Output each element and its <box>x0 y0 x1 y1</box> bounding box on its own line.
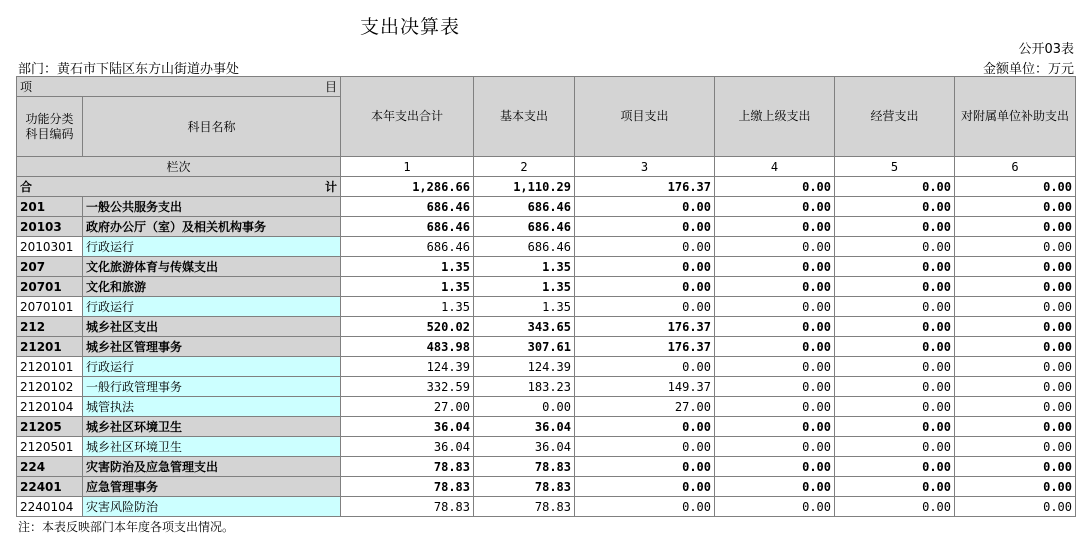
item-left-label: 项 <box>20 80 33 94</box>
table-row <box>17 257 1076 277</box>
amount-cell: 686.46 <box>474 237 575 257</box>
amount-cell: 0.00 <box>955 397 1076 417</box>
amount-cell: 0.00 <box>575 277 715 297</box>
amount-cell: 0.00 <box>955 437 1076 457</box>
amount-cell: 0.00 <box>835 277 955 297</box>
table-row <box>17 217 1076 237</box>
amount-cell: 0.00 <box>715 197 835 217</box>
item-right-label: 目 <box>324 80 337 94</box>
header-row-item <box>17 77 1076 97</box>
amount-cell: 0.00 <box>474 397 575 417</box>
amount-cell: 0.00 <box>955 237 1076 257</box>
amount-cell: 78.83 <box>341 477 474 497</box>
amount-cell: 0.00 <box>715 237 835 257</box>
amount-cell: 520.02 <box>341 317 474 337</box>
amount-cell: 0.00 <box>955 337 1076 357</box>
expenditure-table <box>16 76 1076 517</box>
amount-cell: 78.83 <box>341 457 474 477</box>
amount-cell: 1.35 <box>474 297 575 317</box>
amount-cell: 0.00 <box>575 357 715 377</box>
func-code-cell: 201 <box>17 197 83 217</box>
amount-cell: 0.00 <box>835 477 955 497</box>
amount-cell: 686.46 <box>341 197 474 217</box>
total-row <box>17 177 1076 197</box>
amount-cell: 0.00 <box>955 217 1076 237</box>
func-code-cell: 212 <box>17 317 83 337</box>
func-code-cell: 2120104 <box>17 397 83 417</box>
amount-cell: 686.46 <box>341 237 474 257</box>
amount-cell: 0.00 <box>955 417 1076 437</box>
amount-cell: 78.83 <box>474 457 575 477</box>
amount-cell: 0.00 <box>835 437 955 457</box>
col-number: 6 <box>955 157 1076 177</box>
amount-cell: 0.00 <box>835 417 955 437</box>
table-row <box>17 457 1076 477</box>
amount-cell: 0.00 <box>955 357 1076 377</box>
amount-cell: 0.00 <box>575 297 715 317</box>
func-code-cell: 20701 <box>17 277 83 297</box>
amount-unit-label: 金额单位：万元 <box>982 62 1074 77</box>
amount-cell: 0.00 <box>835 357 955 377</box>
amount-cell: 27.00 <box>341 397 474 417</box>
column-header: 上缴上级支出 <box>715 77 835 157</box>
amount-cell: 27.00 <box>575 397 715 417</box>
amount-cell: 686.46 <box>474 197 575 217</box>
func-code-cell: 21205 <box>17 417 83 437</box>
table-row <box>17 417 1076 437</box>
amount-cell: 176.37 <box>575 317 715 337</box>
amount-cell: 686.46 <box>341 217 474 237</box>
func-code-cell: 21201 <box>17 337 83 357</box>
column-header: 基本支出 <box>474 77 575 157</box>
col-number: 5 <box>835 157 955 177</box>
amount-cell: 0.00 <box>835 217 955 237</box>
func-code-cell: 2120101 <box>17 357 83 377</box>
table-row <box>17 317 1076 337</box>
amount-cell: 36.04 <box>341 437 474 457</box>
amount-cell: 0.00 <box>715 497 835 517</box>
func-code-cell: 207 <box>17 257 83 277</box>
subject-name-cell: 城管执法 <box>83 397 341 417</box>
func-code-header: 功能分类科目编码 <box>17 97 83 157</box>
amount-cell: 0.00 <box>715 437 835 457</box>
amount-cell: 1.35 <box>474 277 575 297</box>
amount-cell: 0.00 <box>715 257 835 277</box>
subject-name-cell: 城乡社区支出 <box>83 317 341 337</box>
amount-cell: 149.37 <box>575 377 715 397</box>
amount-cell: 0.00 <box>575 217 715 237</box>
func-code-cell: 224 <box>17 457 83 477</box>
total-value: 0.00 <box>715 177 835 197</box>
amount-cell: 332.59 <box>341 377 474 397</box>
amount-cell: 0.00 <box>715 317 835 337</box>
amount-cell: 0.00 <box>835 317 955 337</box>
table-row <box>17 437 1076 457</box>
amount-cell: 0.00 <box>835 337 955 357</box>
subject-name-header: 科目名称 <box>83 97 341 157</box>
page-title: 支出决算表 <box>359 16 460 38</box>
func-code-cell: 20103 <box>17 217 83 237</box>
amount-cell: 124.39 <box>341 357 474 377</box>
col-number-label: 栏次 <box>17 157 341 177</box>
amount-cell: 307.61 <box>474 337 575 357</box>
amount-cell: 0.00 <box>955 197 1076 217</box>
table-row <box>17 377 1076 397</box>
col-number: 4 <box>715 157 835 177</box>
amount-cell: 0.00 <box>955 297 1076 317</box>
amount-cell: 0.00 <box>715 377 835 397</box>
column-header: 对附属单位补助支出 <box>955 77 1076 157</box>
table-row <box>17 357 1076 377</box>
amount-cell: 0.00 <box>575 237 715 257</box>
amount-cell: 0.00 <box>835 457 955 477</box>
amount-cell: 0.00 <box>575 437 715 457</box>
subject-name-cell: 行政运行 <box>83 357 341 377</box>
subject-name-cell: 一般公共服务支出 <box>83 197 341 217</box>
col-number: 1 <box>341 157 474 177</box>
subject-name-cell: 政府办公厅（室）及相关机构事务 <box>83 217 341 237</box>
amount-cell: 0.00 <box>575 477 715 497</box>
total-value: 0.00 <box>835 177 955 197</box>
amount-cell: 78.83 <box>474 477 575 497</box>
table-row <box>17 197 1076 217</box>
total-value: 0.00 <box>955 177 1076 197</box>
subject-name-cell: 灾害风险防治 <box>83 497 341 517</box>
func-code-cell: 2120501 <box>17 437 83 457</box>
amount-cell: 78.83 <box>474 497 575 517</box>
footnote: 注：本表反映部门本年度各项支出情况。 <box>18 520 235 534</box>
total-label-left: 合 <box>20 180 33 194</box>
table-row <box>17 497 1076 517</box>
table-row <box>17 397 1076 417</box>
table-row <box>17 277 1076 297</box>
amount-cell: 0.00 <box>955 277 1076 297</box>
subject-name-cell: 一般行政管理事务 <box>83 377 341 397</box>
amount-cell: 0.00 <box>715 457 835 477</box>
amount-cell: 0.00 <box>955 477 1076 497</box>
func-code-cell: 22401 <box>17 477 83 497</box>
column-header: 经营支出 <box>835 77 955 157</box>
table-row <box>17 237 1076 257</box>
amount-cell: 0.00 <box>955 257 1076 277</box>
subject-name-cell: 城乡社区环境卫生 <box>83 417 341 437</box>
subject-name-cell: 行政运行 <box>83 237 341 257</box>
func-code-cell: 2120102 <box>17 377 83 397</box>
amount-cell: 343.65 <box>474 317 575 337</box>
amount-cell: 36.04 <box>341 417 474 437</box>
amount-cell: 0.00 <box>835 397 955 417</box>
item-header-cell <box>17 77 341 97</box>
total-value: 176.37 <box>575 177 715 197</box>
amount-cell: 1.35 <box>341 297 474 317</box>
amount-cell: 1.35 <box>341 257 474 277</box>
subject-name-cell: 应急管理事务 <box>83 477 341 497</box>
amount-cell: 0.00 <box>955 377 1076 397</box>
func-code-cell: 2070101 <box>17 297 83 317</box>
department-label: 部门：黄石市下陆区东方山街道办事处 <box>18 62 240 77</box>
column-header: 本年支出合计 <box>341 77 474 157</box>
amount-cell: 0.00 <box>835 257 955 277</box>
func-code-cell: 2010301 <box>17 237 83 257</box>
amount-cell: 183.23 <box>474 377 575 397</box>
amount-cell: 0.00 <box>835 497 955 517</box>
func-code-cell: 2240104 <box>17 497 83 517</box>
amount-cell: 176.37 <box>575 337 715 357</box>
amount-cell: 0.00 <box>575 197 715 217</box>
amount-cell: 0.00 <box>955 497 1076 517</box>
subject-name-cell: 文化旅游体育与传媒支出 <box>83 257 341 277</box>
amount-cell: 0.00 <box>715 277 835 297</box>
amount-cell: 0.00 <box>715 357 835 377</box>
amount-cell: 0.00 <box>575 497 715 517</box>
amount-cell: 36.04 <box>474 417 575 437</box>
amount-cell: 0.00 <box>715 217 835 237</box>
amount-cell: 0.00 <box>715 297 835 317</box>
column-header: 项目支出 <box>575 77 715 157</box>
amount-cell: 0.00 <box>835 197 955 217</box>
col-number: 3 <box>575 157 715 177</box>
table-row <box>17 337 1076 357</box>
subject-name-cell: 文化和旅游 <box>83 277 341 297</box>
subject-name-cell: 灾害防治及应急管理支出 <box>83 457 341 477</box>
amount-cell: 0.00 <box>835 377 955 397</box>
form-code: 公开03表 <box>1018 42 1074 57</box>
amount-cell: 0.00 <box>575 257 715 277</box>
total-value: 1,286.66 <box>341 177 474 197</box>
amount-cell: 0.00 <box>835 237 955 257</box>
subject-name-cell: 城乡社区管理事务 <box>83 337 341 357</box>
total-value: 1,110.29 <box>474 177 575 197</box>
amount-cell: 483.98 <box>341 337 474 357</box>
amount-cell: 0.00 <box>575 417 715 437</box>
amount-cell: 0.00 <box>575 457 715 477</box>
amount-cell: 686.46 <box>474 217 575 237</box>
total-label-cell <box>17 177 341 197</box>
amount-cell: 0.00 <box>715 477 835 497</box>
total-label-right: 计 <box>324 180 337 194</box>
table-row <box>17 297 1076 317</box>
column-number-row <box>17 157 1076 177</box>
amount-cell: 0.00 <box>715 337 835 357</box>
subject-name-cell: 城乡社区环境卫生 <box>83 437 341 457</box>
amount-cell: 0.00 <box>835 297 955 317</box>
amount-cell: 36.04 <box>474 437 575 457</box>
amount-cell: 0.00 <box>955 317 1076 337</box>
amount-cell: 0.00 <box>955 457 1076 477</box>
amount-cell: 0.00 <box>715 417 835 437</box>
subject-name-cell: 行政运行 <box>83 297 341 317</box>
amount-cell: 1.35 <box>474 257 575 277</box>
amount-cell: 124.39 <box>474 357 575 377</box>
amount-cell: 78.83 <box>341 497 474 517</box>
amount-cell: 0.00 <box>715 397 835 417</box>
table-row <box>17 477 1076 497</box>
col-number: 2 <box>474 157 575 177</box>
amount-cell: 1.35 <box>341 277 474 297</box>
